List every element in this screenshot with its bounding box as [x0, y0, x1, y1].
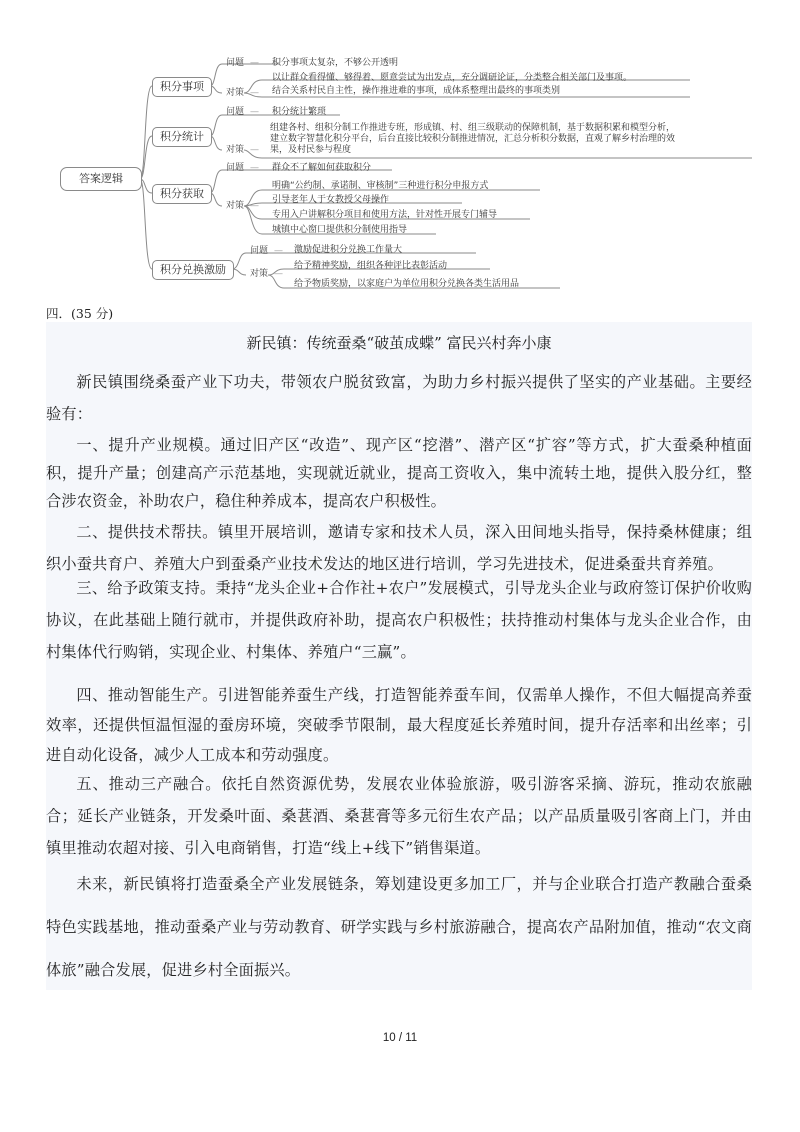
branch-points-statistics: 积分统计 [152, 127, 212, 147]
issue-text: 群众不了解如何获取积分 [272, 163, 372, 173]
issue-text: 激励促进积分兑换工作量大 [294, 245, 403, 255]
measure-tag: 对策 — [250, 269, 284, 279]
measure-tag: 对策 — [226, 201, 260, 211]
article-paragraph: 未来，新民镇将打造蚕桑全产业发展链条，筹划建设更多加工厂，并与企业联合打造产教融合蚕桑特色实践基地，推动蚕桑产业与劳动教育、研学实践与乡村旅游融合，提高农产品附加值，推动“农文商体旅”融合发展，促进乡村全面振兴。 [46, 875, 752, 979]
branch-points-items: 积分事项 [152, 77, 212, 97]
article-paragraph: 四、推动智能生产。引进智能养蚕生产线，打造智能养蚕车间，仅需单人操作，不但大幅提高养蚕效率，还提供恒温恒湿的蚕房环境，突破季节限制，最大程度延长养殖时间，提升存活率和出丝率；引进自动化设备，减少人工成本和劳动强度。 [46, 686, 752, 764]
measure-text: 给予精神奖励，组织各种评比表彰活动 [294, 261, 448, 271]
mind-map [0, 0, 800, 300]
mind-map-root: 答案逻辑 [60, 167, 142, 191]
page-number: 10 / 11 [382, 1032, 418, 1044]
measure-text: 结合关系村民自主性，操作推进难的事项，成体系整理出最终的事项类别 [272, 86, 561, 96]
measure-text: 明确“公约制、承诺制、审核制”三种进行积分申报方式 [272, 181, 489, 191]
issue-tag: 问题 — [226, 107, 260, 117]
issue-tag: 问题 — [250, 246, 284, 256]
article-paragraph: 一、提升产业规模。通过旧产区“改造”、现产区“挖潜”、潜产区“扩容”等方式，扩大蚕桑种植面积，提升产量；创建高产示范基地，实现就近就业，提高工资收入，集中流转土地，提供入股分红，整合涉农资金，补助农户，稳住种养成本，提高农户积极性。 [46, 436, 752, 510]
issue-text: 积分事项太复杂，不够公开透明 [272, 58, 399, 68]
measure-text: 城镇中心窗口提供积分制使用指导 [272, 225, 408, 235]
issue-tag: 问题 — [226, 163, 260, 173]
article-paragraph: 二、提供技术帮扶。镇里开展培训，邀请专家和技术人员，深入田间地头指导，保持桑林健康；组织小蚕共育户、养殖大户到蚕桑产业技术发达的地区进行培训，学习先进技术，促进桑蚕共育养殖。 [46, 523, 752, 573]
issue-text: 积分统计繁琐 [272, 107, 327, 117]
measure-text: 引导老年人于女教授父母操作 [272, 195, 390, 205]
measure-tag: 对策 — [226, 88, 260, 98]
article-block [46, 322, 752, 990]
measure-text: 以让群众看得懂、够得着、愿意尝试为出发点，充分调研论证，分类整合相关部门及事项。 [272, 73, 633, 83]
measure-tag: 对策 — [226, 145, 260, 155]
measure-text: 组建各村、组积分制工作推进专班，形成镇、村、组三级联动的保障机制，基于数据积累和模型分析， [270, 123, 676, 133]
measure-text: 建立数字智慧化积分平台，后台直接比较积分制推进情况，汇总分析积分数据，直观了解乡村治理的效 [270, 134, 676, 144]
measure-text: 给予物质奖励，以家庭户为单位用积分兑换各类生活用品 [294, 279, 520, 289]
section-label: 四．(35 分) [46, 306, 114, 321]
branch-points-acquisition: 积分获取 [152, 184, 212, 204]
article-paragraph: 新民镇围绕桑蚕产业下功夫，带领农户脱贫致富，为助力乡村振兴提供了坚实的产业基础。主要经验有： [46, 373, 752, 423]
issue-tag: 问题 — [226, 58, 260, 68]
article-title: 新民镇：传统蚕桑“破茧成蝶” 富民兴村奔小康 [246, 334, 552, 352]
branch-points-redemption: 积分兑换激励 [152, 260, 234, 280]
measure-text: 专用入户讲解积分项目和使用方法，针对性开展专门辅导 [272, 210, 498, 220]
article-paragraph: 五、推动三产融合。依托自然资源优势，发展农业体验旅游，吸引游客采摘、游玩，推动农旅融合；延长产业链条，开发桑叶面、桑葚酒、桑葚膏等多元衍生农产品；以产品质量吸引客商上门，并由镇里推动农超对接、引入电商销售，打造“线上+线下”销售渠道。 [46, 775, 752, 857]
article-paragraph: 三、给予政策支持。秉持“龙头企业+合作社+农户”发展模式，引导龙头企业与政府签订保护价收购协议，在此基础上随行就市，并提供政府补助，提高农户积极性；扶持推动村集体与龙头企业合作，由村集体代行购销，实现企业、村集体、养殖户“三赢”。 [46, 579, 752, 661]
measure-text: 果，及村民参与程度 [270, 145, 352, 155]
